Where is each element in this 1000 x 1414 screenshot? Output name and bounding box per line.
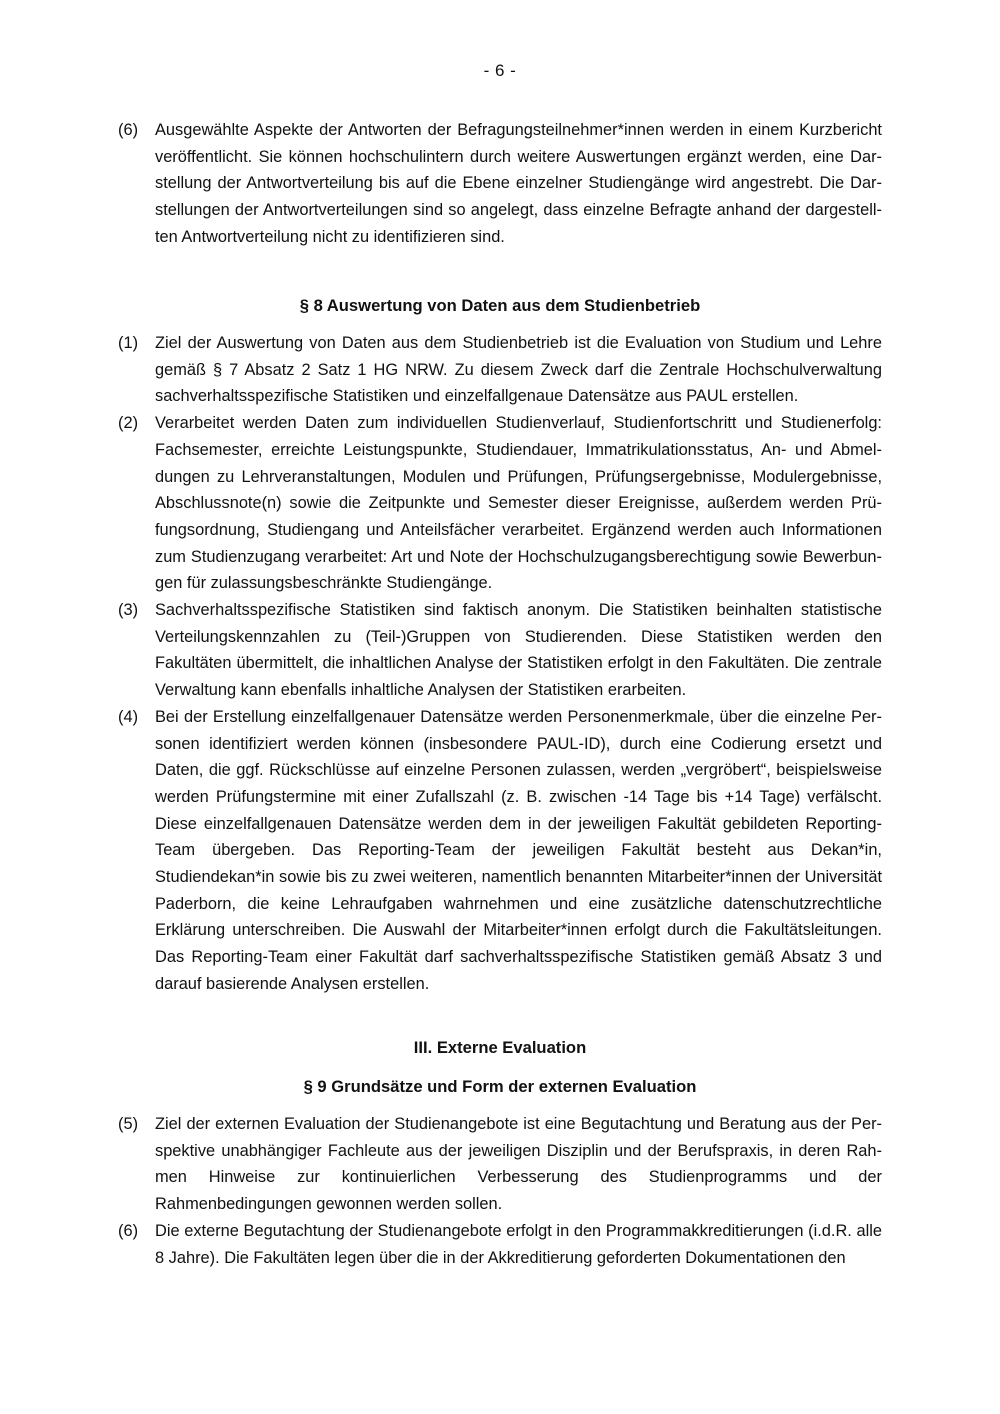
section-8-heading: § 8 Auswertung von Daten aus dem Studienbetrieb <box>299 296 701 315</box>
page-number: - 6 - <box>483 61 517 80</box>
paragraph-number: (6) <box>118 1221 139 1240</box>
paragraph-text: Ziel der externen Evaluation der Studienangebote ist eine Begutachtung und Beratung aus der Perspektive unabhängiger Fachleute aus der jeweiligen Disziplin und der Berufspraxis, in deren Rahmen Hinweise zur kontinuierlichen Verbesserung des Studienprogramms und der Rahmenbedingungen gewonnen werden sollen. <box>155 1115 882 1214</box>
paragraph <box>118 1218 882 1271</box>
paragraph-text: Ausgewählte Aspekte der Antworten der Befragungsteilnehmer*innen werden in einem Kurzbericht veröffentlicht. Sie können hochschulintern durch weitere Auswertungen ergänzt werden, eine Darstellung der Antwortverteilung bis auf die Ebene einzelner Studiengänge wird angestrebt. Die Darstellungen der Antwortverteilungen sind so angelegt, dass einzelne Befragte anhand der dargestellten Antwortverteilung nicht zu identifizieren sind. <box>155 121 882 246</box>
paragraph <box>118 704 882 998</box>
section-9-body <box>118 1111 882 1271</box>
section-evaluation-publication <box>118 117 882 251</box>
paragraph-number: (2) <box>118 414 139 433</box>
paragraph-number: (1) <box>118 334 139 352</box>
paragraph-number: (4) <box>118 707 139 726</box>
paragraph-text: Bei der Erstellung einzelfallgenauer Datensätze werden Personenmerkmale, über die einzelne Personen identifiziert werden können (insbesondere PAUL-ID), durch eine Codierung ersetzt und Daten, die ggf. Rückschlüsse auf einzelne Personen zulassen, werden „vergröbert“, beispielsweise werden Prüfungstermine mit einer Zufallszahl (z. B. zwischen -14 Tage bis +14 Tage) verfälscht. Diese einzelfallgenauen Datensätze werden dem in der jeweiligen Fakultät gebildeten Reporting-Team übergeben. Das Reporting-Team der jeweiligen Fakultät besteht aus Dekan*in, Studiendekan*in sowie bis zu zwei weiteren, namentlich benannten Mitarbeiter*innen der Universität Paderborn, die keine Lehraufgaben wahrnehmen und eine zusätzliche datenschutzrechtliche Erklärung unterschreiben. Die Auswahl der Mitarbeiter*innen erfolgt durch die Fakultätsleitungen. Das Reporting-Team einer Fakultät darf sachverhaltsspezifische Statistiken gemäß Absatz 3 und darauf basierende Analysen erstellen. <box>155 707 882 993</box>
paragraph-text: Verarbeitet werden Daten zum individuellen Studienverlauf, Studienfortschritt und Studienerfolg: Fachsemester, erreichte Leistungspunkte, Studiendauer, Immatrikulationsstatus, An- und Abmeldungen zu Lehrveranstaltungen, Modulen und Prüfungen, Prüfungsergebnisse, Modulergebnisse, Abschlussnote(n) sowie die Zeitpunkte und Semester dieser Ereignisse, außerdem werden Prüfungsordnung, Studiengang und Anteilsfächer verarbeitet. Ergänzend werden auch Informationen zum Studienzugang verarbeitet: Art und Note der Hochschulzugangsberechtigung sowie Bewerbungen für zulassungsbeschränkte Studiengänge. <box>155 414 882 593</box>
paragraph-text: Die externe Begutachtung der Studienangebote erfolgt in den Programmakkreditierungen (i.d.R. alle 8 Jahre). Die Fakultäten legen über die in der Akkreditierung geforderten Dokumentationen den <box>155 1221 882 1267</box>
section-9-heading: § 9 Grundsätze und Form der externen Evaluation <box>303 1077 697 1096</box>
part-iii-heading: III. Externe Evaluation <box>413 1038 587 1057</box>
paragraph <box>118 117 882 251</box>
paragraph-text: Sachverhaltsspezifische Statistiken sind faktisch anonym. Die Statistiken beinhalten statistische Verteilungskennzahlen zu (Teil-)Gruppen von Studierenden. Diese Statistiken werden den Fakultäten übermittelt, die inhaltlichen Analyse der Statistiken erfolgt in den Fakultäten. Die zentrale Verwaltung kann ebenfalls inhaltliche Analysen der Statistiken erarbeiten. <box>155 601 882 700</box>
paragraph <box>118 597 882 704</box>
paragraph <box>118 330 882 410</box>
section-8-body <box>118 330 882 998</box>
paragraph-number: (6) <box>118 121 139 139</box>
paragraph <box>118 1111 882 1218</box>
paragraph-number: (3) <box>118 601 139 620</box>
paragraph <box>118 410 882 597</box>
paragraph-text: Ziel der Auswertung von Daten aus dem Studienbetrieb ist die Evaluation von Studium und Lehre gemäß § 7 Absatz 2 Satz 1 HG NRW. Zu diesem Zweck darf die Zentrale Hochschulverwaltung sachverhaltsspezifische Statistiken und einzelfallgenaue Datensätze aus PAUL erstellen. <box>155 334 882 406</box>
paragraph-number: (5) <box>118 1115 139 1133</box>
